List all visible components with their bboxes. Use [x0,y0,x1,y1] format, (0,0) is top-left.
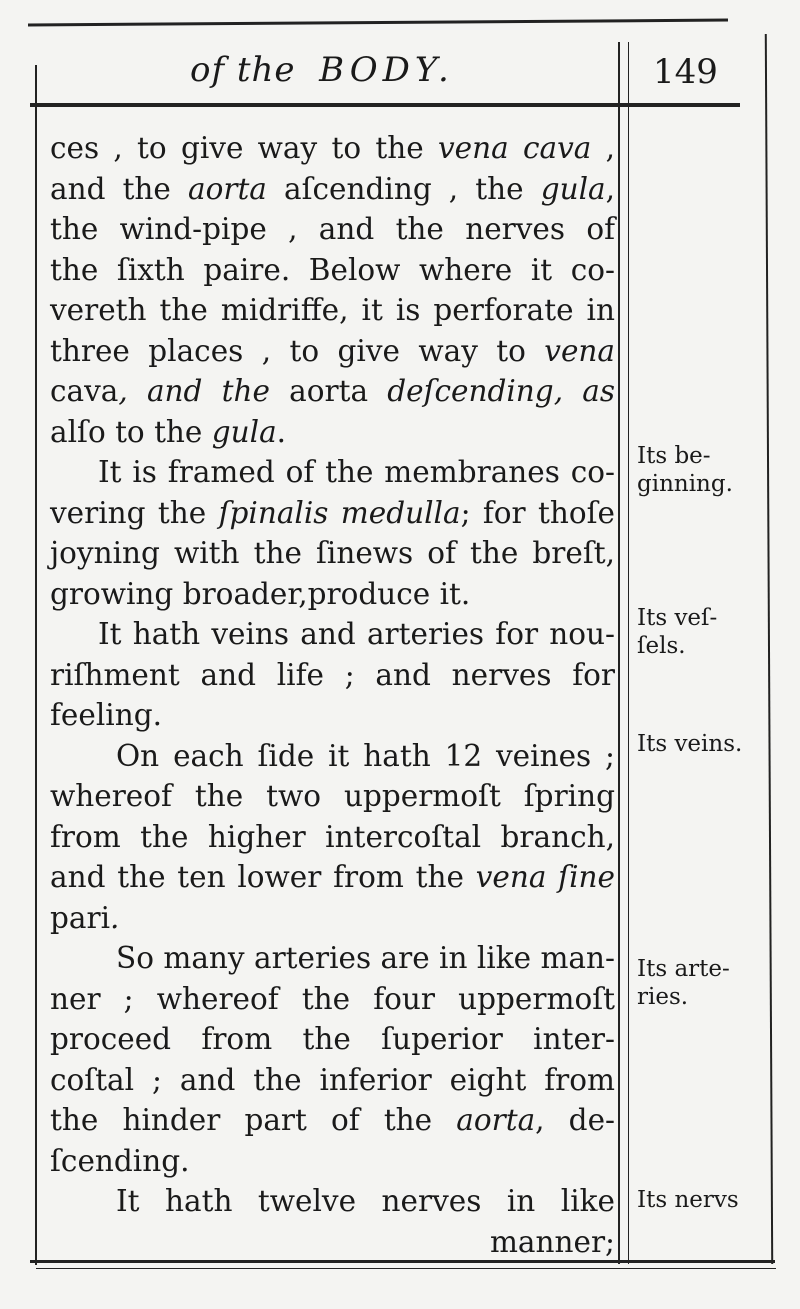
text-span: So many arteries are in like man- [116,941,615,975]
margin-note-veins [637,730,787,758]
text-line [50,1141,615,1182]
text-span: and the ten lower from the [50,860,476,894]
text-span: alſo to the [50,414,212,449]
running-head: of the BODY. [190,50,454,90]
italic-term: ſpinalis medulla [218,495,461,530]
text-span: It hath veins and arteries for nou- [98,617,615,651]
text-span: manner; [489,1224,615,1259]
text-line [50,695,615,736]
text-line [50,331,615,372]
text-span: It hath twelve nerves in like [116,1184,615,1218]
text-line [50,128,615,169]
text-line [50,1222,615,1263]
text-line [50,776,615,817]
text-line [50,1100,615,1141]
italic-term: . [110,900,120,935]
text-span: , [591,131,615,165]
text-span: ner ; whereof the four uppermoſt [50,981,615,1016]
text-line [50,979,615,1020]
text-span: feeling. [50,698,162,732]
body-text [50,128,615,1262]
text-line [50,898,615,939]
text-span: proceed from the ſuperior inter- [50,1022,615,1056]
text-line [50,574,615,615]
text-span: aſcending , the [266,171,541,206]
text-span: riſhment and life ; and nerves for [50,657,615,692]
page-number: 149 [653,52,718,92]
text-span: three places , to give way to [50,333,545,368]
italic-term: vena [544,333,615,368]
text-line [50,493,615,534]
italic-term: vena cava [437,131,592,165]
text-span: , de- [535,1103,615,1137]
column-rule-2 [628,42,629,1264]
text-span: the hinder part of the [50,1103,457,1137]
text-span: joyning with the ſinews of the breſt, [50,536,615,570]
text-span: It is framed of the membranes co- [98,455,615,489]
text-span: ces , to give way to the [50,131,438,165]
text-span: cava [50,374,119,408]
text-line [50,209,615,250]
margin-note-line: Its arte- [637,956,730,982]
margin-note-line: ries. [637,984,689,1010]
margin-note-vessels [637,604,787,660]
text-span: vereth the midriffe, it is perforate in [50,293,615,327]
margin-note-line: Its be- [637,443,711,469]
text-span: pari [50,900,111,935]
column-rule [618,42,620,1264]
margin-note-beginning [637,442,787,498]
text-span: , [605,171,615,206]
text-span: and the [50,171,188,206]
italic-term: , and the [118,374,290,408]
margin-note-line: Its veſ- [637,605,718,631]
text-line [50,452,615,493]
text-line [50,1181,615,1222]
text-line [50,736,615,777]
text-span: On each ſide it hath 12 veines ; [116,738,615,773]
margin-note-line: ſels. [637,633,686,659]
text-line [50,412,615,453]
text-line [50,169,615,210]
text-span: the ſixth paire. Below where it co- [50,252,615,287]
text-span: coſtal ; and the inferior eight from [50,1062,615,1097]
top-rule [28,19,728,27]
italic-term: aorta [188,171,267,206]
margin-note-nerves [637,1186,787,1214]
text-line [50,817,615,858]
text-line [50,1060,615,1101]
margin-note-line: Its nervs [637,1187,739,1213]
margin-note-line: ginning. [637,471,733,497]
text-span: vering the [50,495,219,530]
margin-note-line: Its veins. [637,731,743,757]
margin-note-arteries [637,955,787,1011]
text-span: whereof the two uppermoſt ſpring [50,779,615,813]
header-rule [30,103,740,107]
bottom-rule-2 [36,1268,776,1269]
text-line [50,371,615,412]
text-span: ; for thoſe [460,495,615,530]
italic-term: aorta [456,1103,536,1137]
italic-term: deſcending, as [368,374,615,408]
italic-term: gula [211,414,277,449]
text-span: the wind-pipe , and the nerves of [50,212,615,246]
text-span: aorta [289,374,369,408]
text-span: from the higher intercoſtal branch, [50,819,615,854]
text-line [50,614,615,655]
text-line [50,655,615,696]
text-span: growing broader,produce it. [50,576,471,611]
text-line [50,250,615,291]
text-span: ſcending. [50,1143,190,1178]
text-line [50,533,615,574]
left-rule [35,65,37,1265]
text-line [50,1019,615,1060]
text-line [50,938,615,979]
italic-term: vena ſine [475,860,615,894]
text-span: . [276,414,287,449]
italic-term: gula [540,171,606,206]
text-line [50,857,615,898]
text-line [50,290,615,331]
